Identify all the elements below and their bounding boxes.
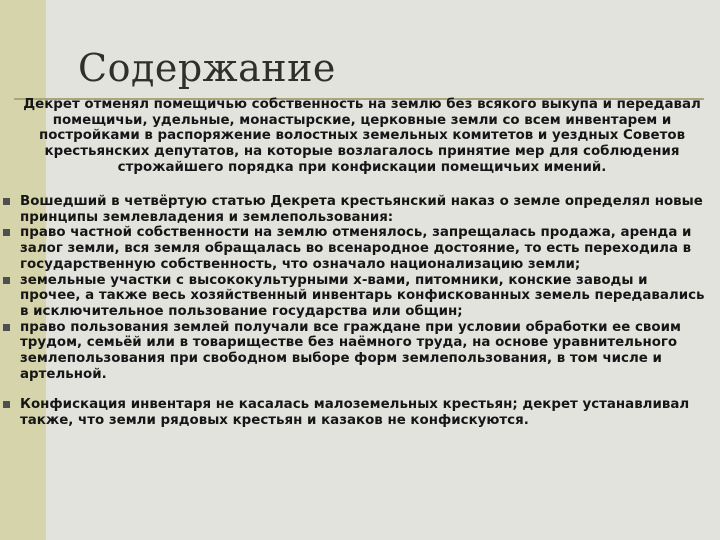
bullet-text: право пользования землей получали все граждане при условии обработки ее своим трудом, семьёй или в товариществе без наёмного труда, на основе уравнительного землепользования при свободном выборе форм землепользования, в том числе и артельной. — [20, 319, 681, 382]
bullet-text: право частной собственности на землю отменялось, запрещалась продажа, аренда и залог земли, вся земля обращалась во всенародное достояние, то есть переходила в государственную собственность, что означало национализацию земли; — [20, 225, 692, 272]
square-bullet-icon — [3, 198, 10, 205]
square-bullet-icon — [3, 229, 10, 236]
bullet-list — [0, 194, 712, 429]
intro-paragraph: Декрет отменял помещичью собственность на землю без всякого выкупа и передавал помещичьи, удельные, монастырские, церковные земли со всем инвентарем и постройками в распоряжение волостных земельных комитетов и уездных Советов крестьянских депутатов, на которые возлагалось принятие мер для соблюдения строжайшего порядка при конфискации помещичьих имений. — [23, 97, 701, 175]
square-bullet-icon — [3, 401, 10, 408]
square-bullet-icon — [3, 324, 10, 331]
bullet-text: Вошедший в четвёртую статью Декрета крестьянский наказ о земле определял новые принципы землевладения и землепользования: — [20, 194, 703, 225]
bullet-item — [0, 273, 712, 320]
bullet-item — [0, 194, 712, 225]
bullet-item — [0, 320, 712, 383]
slide-title: Содержание — [78, 46, 336, 90]
bullet-item — [0, 225, 712, 272]
bullet-item — [0, 397, 712, 428]
square-bullet-icon — [3, 277, 10, 284]
bullet-text: Конфискация инвентаря не касалась малоземельных крестьян; декрет устанавливал также, что земли рядовых крестьян и казаков не конфискуются. — [20, 397, 690, 429]
bullet-text: земельные участки с высококультурными х-вами, питомники, конские заводы и прочее, а также весь хозяйственный инвентарь конфискованных земель передавались в исключительное пользование государства или общин; — [20, 272, 705, 319]
